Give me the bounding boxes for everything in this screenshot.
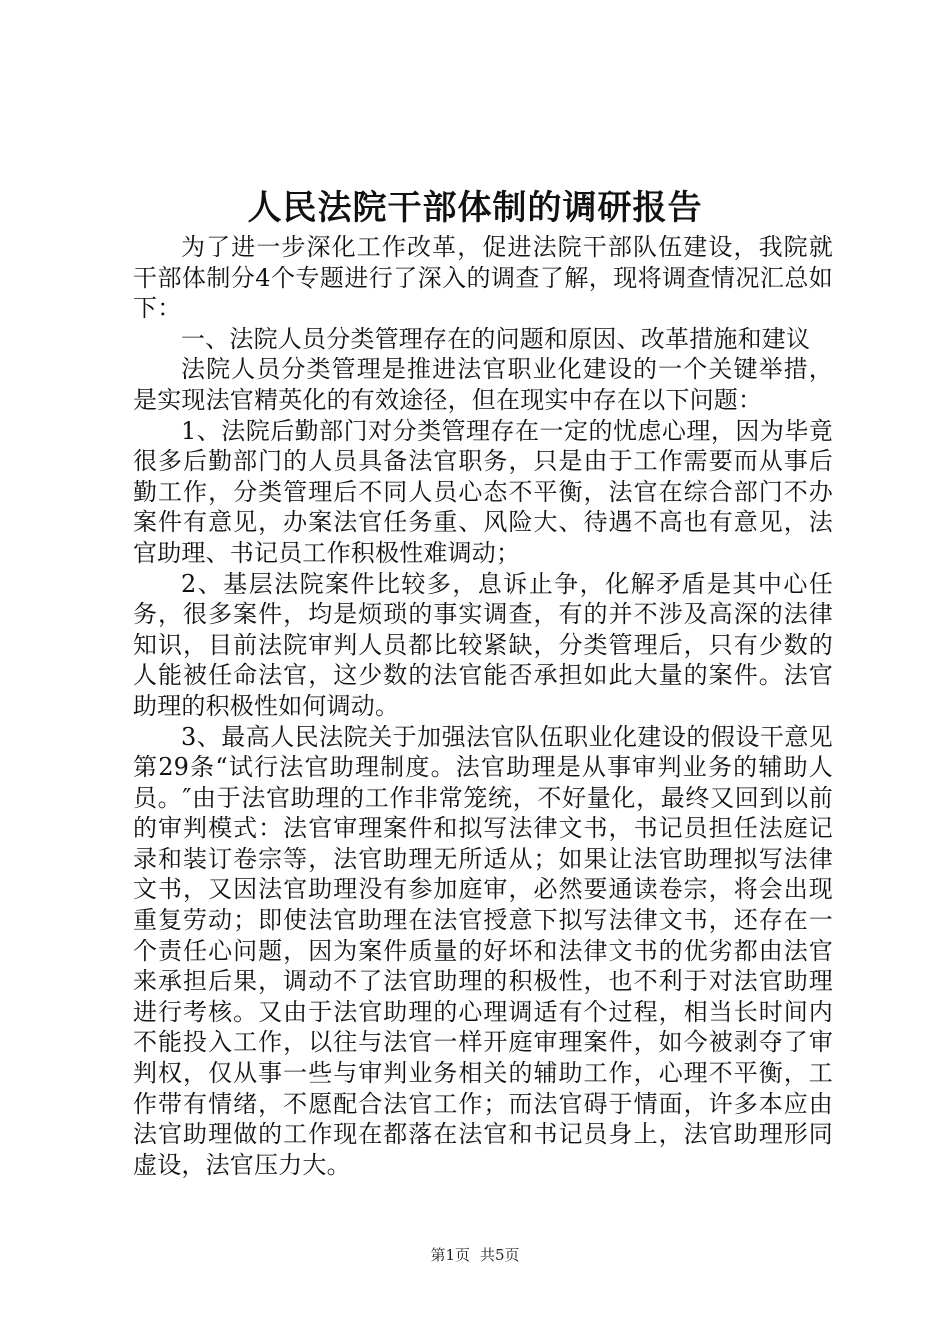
page-number: 第1页 bbox=[430, 1246, 470, 1264]
paragraph-section-1-intro: 法院人员分类管理是推进法官职业化建设的一个关键举措，是实现法官精英化的有效途径，但在现实中存在以下问题： bbox=[133, 355, 833, 414]
paragraph-issue-2: 2、基层法院案件比较多，息诉止争，化解矛盾是其中心任务，很多案件，均是烦琐的事实调查，有的并不涉及高深的法律知识，目前法院审判人员都比较紧缺，分类管理后，只有少数的人能被任命法官，这少数的法官能否承担如此大量的案件。法官助理的积极性如何调动。 bbox=[133, 569, 833, 720]
paragraph-issue-3: 3、最高人民法院关于加强法官队伍职业化建设的假设干意见第29条“试行法官助理制度。法官助理是从事审判业务的辅助人员。″由于法官助理的工作非常笼统，不好量化，最终又回到以前的审判模式：法官审理案件和拟写法律文书，书记员担任法庭记录和装订卷宗等，法官助理无所适从；如果让法官助理拟写法律文书，又因法官助理没有参加庭审，必然要通读卷宗，将会出现重复劳动；即使法官助理在法官授意下拟写法律文书，还存在一个责任心问题，因为案件质量的好坏和法律文书的优劣都由法官来承担后果，调动不了法官助理的积极性，也不利于对法官助理进行考核。又由于法官助理的心理调适有个过程，相当长时间内不能投入工作，以往与法官一样开庭审理案件，如今被剥夺了审判权，仅从事一些与审判业务相关的辅助工作，心理不平衡，工作带有情绪，不愿配合法官工作；而法官碍于情面，许多本应由法官助理做的工作现在都落在法官和书记员身上，法官助理形同虚设，法官压力大。 bbox=[133, 722, 833, 1179]
page-total: 共5页 bbox=[480, 1246, 520, 1264]
section-heading-1: 一、法院人员分类管理存在的问题和原因、改革措施和建议 bbox=[181, 324, 811, 353]
document-title: 人民法院干部体制的调研报告 bbox=[247, 188, 703, 228]
page-footer bbox=[0, 1244, 950, 1266]
paragraph-issue-1: 1、法院后勤部门对分类管理存在一定的忧虑心理，因为毕竟很多后勤部门的人员具备法官职务，只是由于工作需要而从事后勤工作，分类管理后不同人员心态不平衡，法官在综合部门不办案件有意见，办案法官任务重、风险大、待遇不高也有意见，法官助理、书记员工作积极性难调动； bbox=[133, 416, 833, 567]
document-body bbox=[133, 232, 833, 1180]
paragraph-intro: 为了进一步深化工作改革，促进法院干部队伍建设，我院就干部体制分4个专题进行了深入的调查了解，现将调查情况汇总如下： bbox=[133, 233, 833, 323]
